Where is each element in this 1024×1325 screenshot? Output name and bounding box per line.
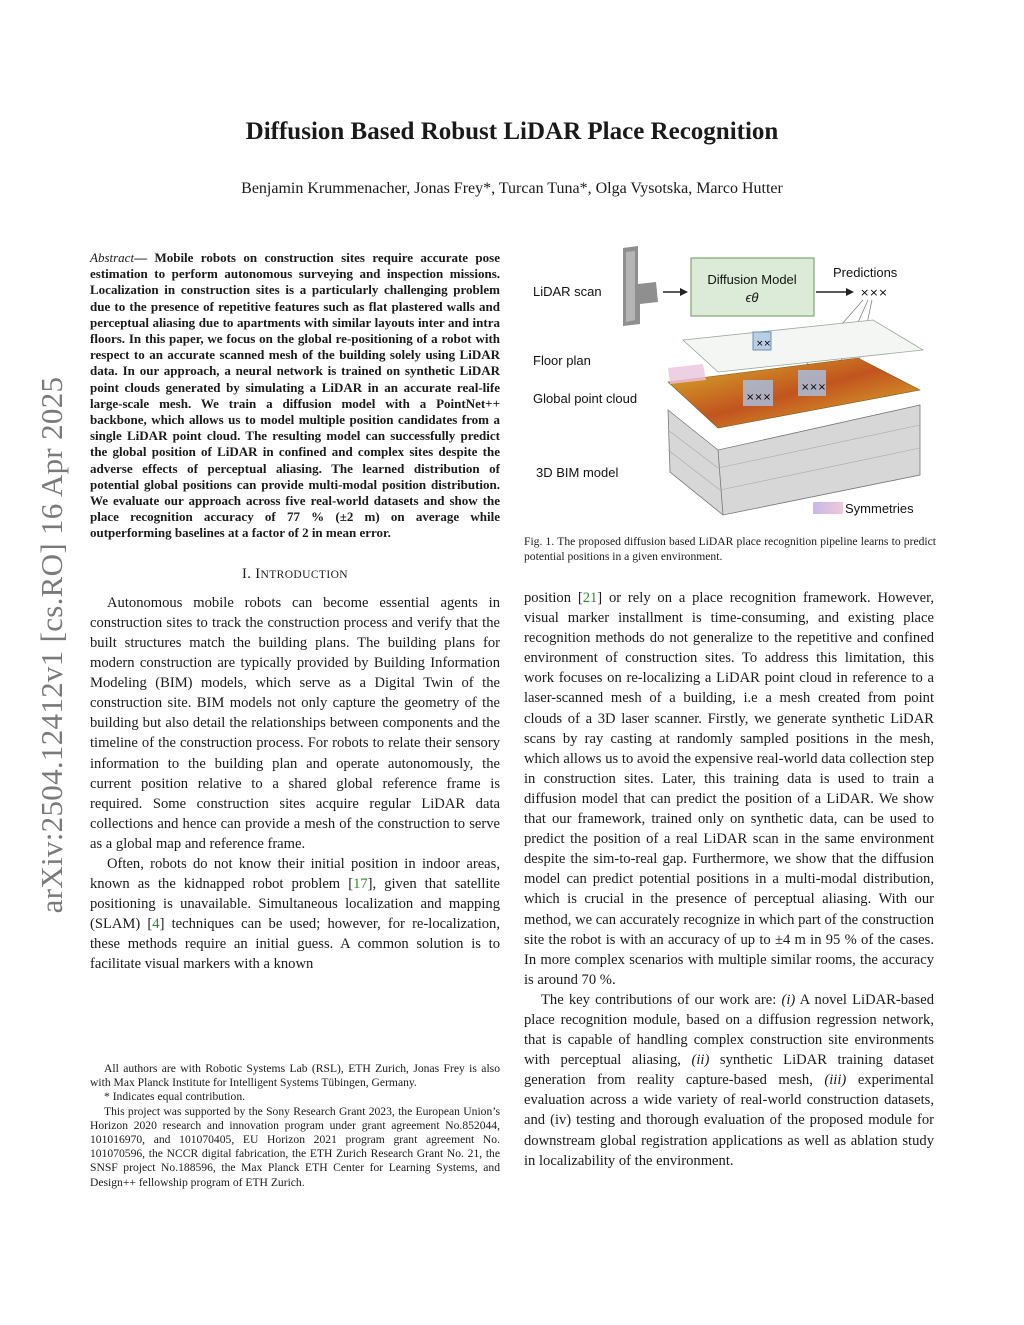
intro-paragraph-1: Autonomous mobile robots can become essential agents in construction sites to track the construction process and verify that the built structures match the building plans. The building plans for modern construction are typically provided by Building Information Modeling (BIM) models, which serve as a Digital Twin of the construction site. BIM models not only capture the geometry of the building but also detail the relationships between components and the timeline of the construction process. For robots to relate their sensory information to the building plan and operate autonomously, the current position relative to a shared global reference frame is required. Some construction sites acquire regular LiDAR data collections and hence can provide a mesh of the construction to serve as a global map and reference frame.	[90, 594, 500, 852]
abstract	[90, 250, 500, 542]
label-diffusion-model: Diffusion Model	[707, 272, 797, 287]
label-epsilon-theta: ϵθ	[745, 290, 759, 305]
left-column	[90, 250, 500, 975]
abstract-label: Abstract	[90, 250, 135, 265]
section-heading-introduction: I. INTRODUCTION	[242, 565, 348, 582]
label-global-point-cloud: Global point cloud	[533, 391, 638, 406]
right-column	[524, 588, 934, 1171]
prediction-markers-icon: ××	[756, 339, 772, 349]
label-floor-plan: Floor plan	[533, 353, 591, 368]
prediction-markers-icon: ×××	[860, 286, 888, 299]
label-lidar-scan: LiDAR scan	[533, 284, 602, 299]
footnote-equal-contribution: * Indicates equal contribution.	[104, 1090, 246, 1104]
citation-link[interactable]: 17	[353, 876, 368, 893]
footnotes	[90, 1062, 500, 1190]
prediction-markers-icon: ×××	[801, 382, 827, 393]
right-paragraph-contributions: The key contributions of our work are: (i) A novel LiDAR-based place recognition module, based on a diffusion regression network, that is capable of handling complex construction site environments with perceptual aliasing, (ii) synthetic LiDAR training dataset generation from reality capture-based mesh, (iii) experimental evaluation across a wide variety of real-world construction datasets, and (iv) testing and thorough evaluation of the proposed module for downstream global registration applications as well as ablation study in localizability of the environment.	[524, 991, 934, 1169]
author-list: Benjamin Krummenacher, Jonas Frey*, Turcan Tuna*, Olga Vysotska, Marco Hutter	[241, 180, 783, 197]
citation-link[interactable]: 4	[152, 916, 160, 933]
abstract-text: — Mobile robots on construction sites require accurate pose estimation to perform autonomous surveying and inspection missions. Localization in construction sites is a particularly challenging problem due to the presence of repetitive features such as flat plastered walls and perceptual aliasing due to apartments with similar layouts inter and intra floors. In this paper, we focus on the global re-positioning of a robot with respect to an accurate scanned mesh of the building solely using LiDAR data. In our approach, a neural network is trained on synthetic LiDAR point clouds generated by simulating a LiDAR in an accurate real-life large-scale mesh. We train a diffusion model with a PointNet++ backbone, which allows us to model multiple position candidates from a single LiDAR point cloud. The resulting model can successfully predict the global position of LiDAR in confined and complex sites despite the adverse effects of perceptual aliasing. The learned distribution of potential global positions can provide multi-modal position distribution. We evaluate our approach across five real-world datasets and show the place recognition accuracy of 77 % (±2 m) on average while outperforming baselines at a factor of 2 in mean error.	[90, 250, 500, 541]
arrow-head-icon	[846, 288, 854, 296]
arxiv-stamp: arXiv:2504.12412v1 [cs.RO] 16 Apr 2025	[34, 376, 69, 914]
footnote-affiliation: All authors are with Robotic Systems Lab (RSL), ETH Zurich, Jonas Frey is also with Max Planck Institute for Intelligent Systems Tübingen, Germany.	[90, 1062, 500, 1090]
prediction-markers-icon: ×××	[746, 392, 772, 403]
floor-plan-layer	[683, 320, 923, 372]
footnote-funding: This project was supported by the Sony Research Grant 2023, the European Union’s Horizon 2020 research and innovation program under grant agreement No.852044, 101016970, and 101070405, EU Horizon 2021 program grant agreement No. 101070596, the NCCR digital fabrication, the ETH Zurich Research Grant No. 21, the SNSF project No.188596, the Max Planck ETH Center for Learning Systems, and Design++ fellowship program of ETH Zurich.	[90, 1104, 500, 1189]
lidar-scan-image	[623, 246, 658, 326]
figure-caption: Fig. 1. The proposed diffusion based LiDAR place recognition pipeline learns to predict potential positions in a given environment.	[524, 535, 936, 563]
label-predictions: Predictions	[833, 265, 898, 280]
symmetries-legend-swatch	[813, 502, 843, 514]
citation-link[interactable]: 21	[582, 590, 598, 606]
diffusion-model-box	[691, 258, 814, 316]
bim-model-layer	[668, 405, 920, 515]
right-paragraph-1: position [21] or rely on a place recognition framework. However, visual marker installment is time-consuming, and existing place recognition methods do not generalize to the repetitive and confined environment of construction sites. To address this limitation, this work focuses on re-localizing a LiDAR point cloud in reference to a laser-scanned mesh of a building, i.e a mesh created from point clouds of a 3D laser scanner. Firstly, we generate synthetic LiDAR scans by ray casting at randomly sampled positions in the mesh, which allows us to avoid the expensive real-world data collection step in construction sites. Later, this training data is used to train a diffusion model that can predict the position of a LiDAR. We show that our framework, trained only on synthetic data, can be used to predict the position of a real LiDAR scan in the same environment despite the sim-to-real gap. Furthermore, we show that the diffusion model can predict potential positions in a multi-modal distribution, which is crucial in the presence of perceptual aliasing. With our method, we can accurately recognize in which part of the construction site the robot is with an accuracy of up to ±4 m in 95 % of the cases. In more complex scenarios with multiple similar rooms, the accuracy is around 70 %.	[524, 590, 934, 988]
label-symmetries: Symmetries	[845, 501, 914, 516]
intro-paragraph-2: Often, robots do not know their initial position in indoor areas, known as the kidnapped robot problem [17], given that satellite positioning is unavailable. Simultaneous localization and mapping (SLAM) [4] techniques can be used; however, for re-localization, these methods require an initial guess. A common solution is to facilitate visual markers with a known	[90, 855, 500, 973]
paper-title: Diffusion Based Robust LiDAR Place Recognition	[245, 118, 779, 145]
arrow-head-icon	[680, 288, 688, 296]
figure-1-pipeline	[528, 240, 938, 525]
label-bim-model: 3D BIM model	[536, 465, 619, 480]
